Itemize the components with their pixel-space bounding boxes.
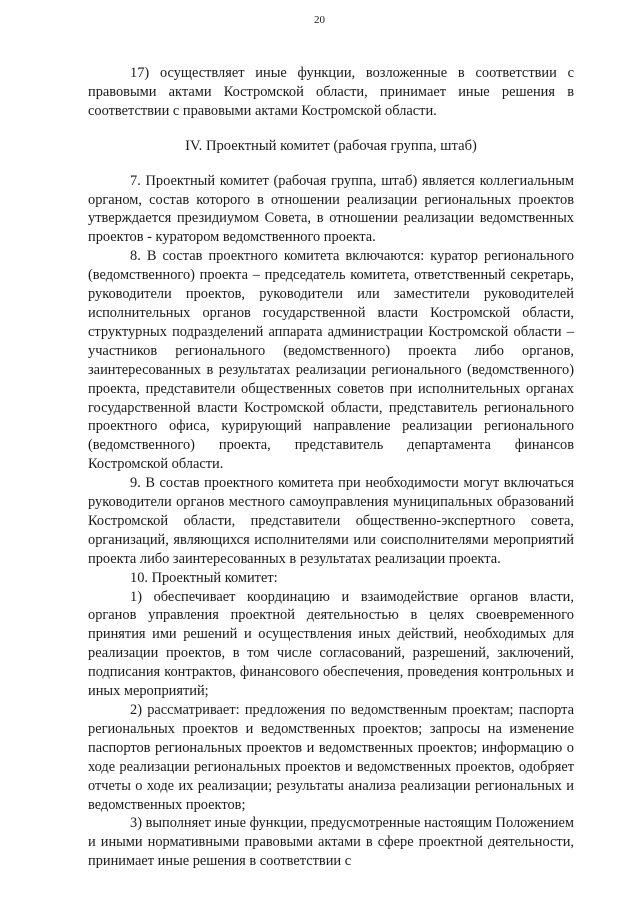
paragraph-9: 9. В состав проектного комитета при необходимости могут включаться руководители органов местного самоуправления муниципальных образований Костромской области, представители общественно-экспертного совета, организаций, являющихся исполнителями или соисполнителями мероприятий проекта либо заинтересованных в результатах реализации проекта. <box>88 475 574 567</box>
paragraph-7: 7. Проектный комитет (рабочая группа, штаб) является коллегиальным органом, состав которого в отношении реализации региональных проектов утверждается президиумом Совета, в отношении реализации ведомственных проектов - куратором ведомственного проекта. <box>88 172 574 246</box>
list-item-2: 2) рассматривает: предложения по ведомственным проектам; паспорта региональных проектов и ведомственных проектов; запросы на изменение паспортов региональных проектов и ведомственных проектов; информацию о ходе реализации региональных проектов и ведомственных проектов, одобряет отчеты о ходе их реализации; результаты анализа реализации региональных и ведомственных проектов; <box>88 702 574 813</box>
document-body <box>88 64 574 871</box>
list-item-1: 1) обеспечивает координацию и взаимодействие органов власти, органов управления проектной деятельностью в целях своевременного принятия ими решений и осуществления иных действий, необходимых для реализации проектов, в том числе согласований, разрешений, заключений, подписания контрактов, финансового обеспечения, проведения контрольных и иных мероприятий; <box>88 588 574 700</box>
section-heading: IV. Проектный комитет (рабочая группа, штаб) <box>185 137 477 154</box>
list-item-3: 3) выполняет иные функции, предусмотренные настоящим Положением и иными нормативными правовыми актами в сфере проектной деятельности, принимает иные решения в соответствии с <box>88 815 575 870</box>
paragraph-8: 8. В состав проектного комитета включаются: куратор регионального (ведомственного) проекта – председатель комитета, ответственный секретарь, руководители проектов, руководители или заместители руководителей исполнительных органов государственной власти Костромской области, структурных подразделений аппарата администрации Костромской области – участников регионального (ведомственного) проекта либо органов, заинтересованных в результатах реализации регионального (ведомственного) проекта, представители общественных советов при исполнительных органах государственной власти Костромской области, представитель регионального проектного офиса, курирующий направление реализации регионального (ведомственного) проекта, представитель департамента финансов Костромской области. <box>88 248 574 473</box>
page-number: 20 <box>314 14 325 26</box>
paragraph-10: 10. Проектный комитет: <box>130 569 278 586</box>
paragraph-17: 17) осуществляет иные функции, возложенные в соответствии с правовыми актами Костромской области, принимает иные решения в соответствии с правовыми актами Костромской области. <box>88 65 574 119</box>
